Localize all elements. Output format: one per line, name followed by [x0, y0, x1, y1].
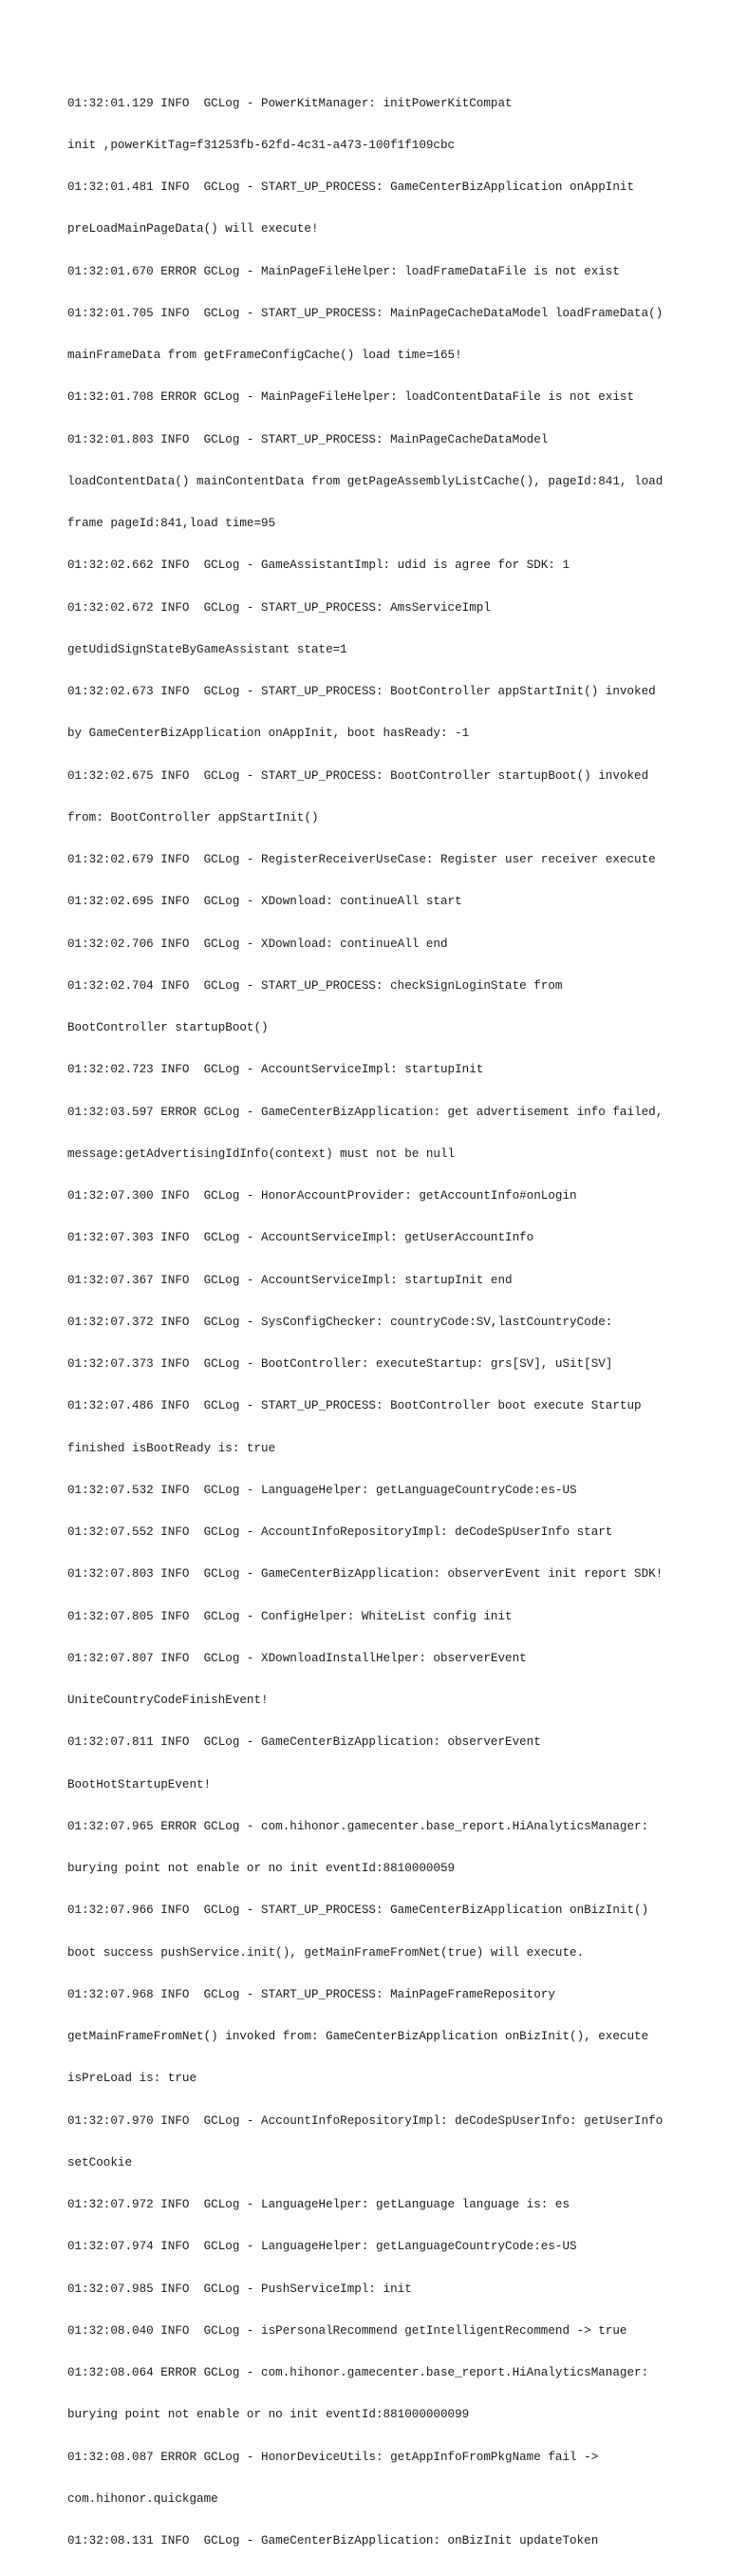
log-line: 01:32:07.552 INFO GCLog - AccountInfoRepositoryImpl: deCodeSpUserInfo start: [67, 1525, 613, 1539]
log-line: BootController startupBoot(): [67, 1021, 269, 1034]
log-line: 01:32:02.662 INFO GCLog - GameAssistantImpl: udid is agree for SDK: 1: [67, 559, 570, 573]
log-line: 01:32:02.706 INFO GCLog - XDownload: continueAll end: [67, 937, 448, 951]
log-line: 01:32:07.303 INFO GCLog - AccountServiceImpl: getUserAccountInfo: [67, 1231, 534, 1245]
log-line: 01:32:07.532 INFO GCLog - LanguageHelper: getLanguageCountryCode:es-US: [67, 1483, 577, 1497]
log-line: by GameCenterBizApplication onAppInit, boot hasReady: -1: [67, 727, 470, 741]
log-line: 01:32:02.723 INFO GCLog - AccountServiceImpl: startupInit: [67, 1063, 484, 1077]
log-line: 01:32:07.985 INFO GCLog - PushServiceImpl: init: [67, 2282, 412, 2296]
log-line: getUdidSignStateByGameAssistant state=1: [67, 642, 347, 656]
log-line: 01:32:07.965 ERROR GCLog - com.hihonor.gamecenter.base_report.HiAnalyticsManager:: [67, 1819, 649, 1833]
log-line: 01:32:07.367 INFO GCLog - AccountServiceImpl: startupInit end: [67, 1273, 513, 1287]
log-line: 01:32:08.040 INFO GCLog - isPersonalRecommend getIntelligentRecommend -> true: [67, 2323, 627, 2338]
log-line: preLoadMainPageData() will execute!: [67, 222, 319, 237]
log-line: loadContentData() mainContentData from getPageAssemblyListCache(), pageId:841, load: [67, 474, 664, 488]
log-line: burying point not enable or no init eventId:881000000099: [67, 2408, 470, 2422]
log-line: 01:32:07.970 INFO GCLog - AccountInfoRepositoryImpl: deCodeSpUserInfo: getUserInfo: [67, 2113, 664, 2128]
log-line: 01:32:08.064 ERROR GCLog - com.hihonor.gamecenter.base_report.HiAnalyticsManager:: [67, 2366, 649, 2379]
log-line: com.hihonor.quickgame: [67, 2491, 218, 2506]
log-line: init ,powerKitTag=f31253fb-62fd-4c31-a473-100f1f109cbc: [67, 138, 456, 152]
log-line: 01:32:01.129 INFO GCLog - PowerKitManager: initPowerKitCompat: [67, 96, 513, 110]
log-line: 01:32:07.372 INFO GCLog - SysConfigChecker: countryCode:SV,lastCountryCode:: [67, 1315, 613, 1329]
log-line: 01:32:07.805 INFO GCLog - ConfigHelper: WhiteList config init: [67, 1609, 513, 1623]
log-line: 01:32:02.679 INFO GCLog - RegisterReceiverUseCase: Register user receiver execute: [67, 853, 656, 866]
log-line: mainFrameData from getFrameConfigCache() load time=165!: [67, 349, 462, 362]
log-line: 01:32:02.704 INFO GCLog - START_UP_PROCESS: checkSignLoginState from: [67, 978, 563, 993]
log-line: message:getAdvertisingIdInfo(context) must not be null: [67, 1146, 456, 1161]
log-line: getMainFrameFromNet() invoked from: GameCenterBizApplication onBizInit(), execute: [67, 2030, 649, 2043]
log-line: 01:32:07.486 INFO GCLog - START_UP_PROCESS: BootController boot execute Startup: [67, 1399, 642, 1413]
log-line: 01:32:01.705 INFO GCLog - START_UP_PROCESS: MainPageCacheDataModel loadFrameData(): [67, 306, 664, 320]
log-line: BootHotStartupEvent!: [67, 1777, 212, 1791]
log-line: 01:32:07.966 INFO GCLog - START_UP_PROCESS: GameCenterBizApplication onBizInit(): [67, 1904, 649, 1918]
log-line: burying point not enable or no init eventId:8810000059: [67, 1862, 456, 1875]
log-text-block: [67, 68, 675, 2576]
log-line: 01:32:01.803 INFO GCLog - START_UP_PROCESS: MainPageCacheDataModel: [67, 432, 549, 446]
log-line: 01:32:08.131 INFO GCLog - GameCenterBizApplication: onBizInit updateToken: [67, 2534, 599, 2548]
log-line: 01:32:08.087 ERROR GCLog - HonorDeviceUtils: getAppInfoFromPkgName fail ->: [67, 2450, 599, 2464]
log-line: 01:32:07.807 INFO GCLog - XDownloadInstallHelper: observerEvent: [67, 1651, 527, 1665]
log-line: finished isBootReady is: true: [67, 1441, 276, 1455]
log-line: 01:32:07.300 INFO GCLog - HonorAccountProvider: getAccountInfo#onLogin: [67, 1189, 577, 1203]
log-line: 01:32:02.675 INFO GCLog - START_UP_PROCESS: BootController startupBoot() invoked: [67, 768, 649, 783]
log-line: UniteCountryCodeFinishEvent!: [67, 1694, 269, 1707]
log-line: 01:32:03.597 ERROR GCLog - GameCenterBizApplication: get advertisement info failed,: [67, 1105, 664, 1119]
log-line: 01:32:07.972 INFO GCLog - LanguageHelper: getLanguage language is: es: [67, 2198, 570, 2211]
log-line: 01:32:02.672 INFO GCLog - START_UP_PROCESS: AmsServiceImpl: [67, 600, 491, 615]
log-line: 01:32:07.373 INFO GCLog - BootController: executeStartup: grs[SV], uSit[SV]: [67, 1357, 613, 1371]
log-line: 01:32:02.695 INFO GCLog - XDownload: continueAll start: [67, 895, 462, 909]
log-line: 01:32:02.673 INFO GCLog - START_UP_PROCESS: BootController appStartInit() invoked: [67, 685, 656, 698]
log-line: setCookie: [67, 2155, 133, 2169]
log-line: 01:32:01.670 ERROR GCLog - MainPageFileHelper: loadFrameDataFile is not exist: [67, 264, 620, 278]
log-line: 01:32:07.803 INFO GCLog - GameCenterBizApplication: observerEvent init report SDK!: [67, 1567, 664, 1582]
log-line: 01:32:07.968 INFO GCLog - START_UP_PROCESS: MainPageFrameRepository: [67, 1987, 555, 2001]
log-line: 01:32:01.708 ERROR GCLog - MainPageFileHelper: loadContentDataFile is not exist: [67, 390, 635, 405]
log-line: boot success pushService.init(), getMainFrameFromNet(true) will execute.: [67, 1945, 585, 1960]
log-line: from: BootController appStartInit(): [67, 810, 319, 824]
log-line: isPreLoad is: true: [67, 2072, 197, 2086]
log-line: 01:32:01.481 INFO GCLog - START_UP_PROCESS: GameCenterBizApplication onAppInit: [67, 180, 635, 194]
log-line: frame pageId:841,load time=95: [67, 517, 276, 530]
log-line: 01:32:07.811 INFO GCLog - GameCenterBizApplication: observerEvent: [67, 1735, 541, 1750]
log-line: 01:32:07.974 INFO GCLog - LanguageHelper: getLanguageCountryCode:es-US: [67, 2240, 577, 2254]
